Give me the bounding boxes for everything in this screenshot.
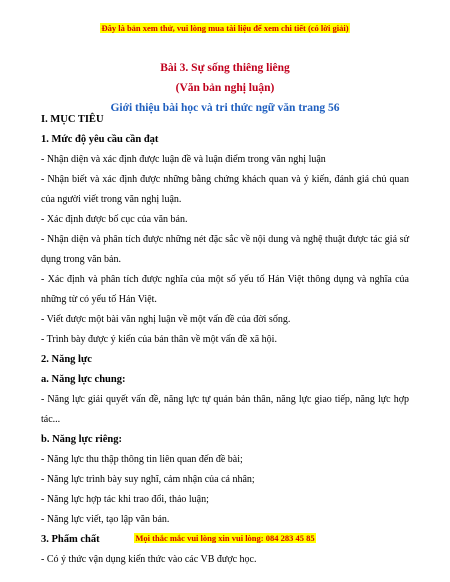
list-item: - Nhận biết và xác định được những bằng chứng khách quan và ý kiến, đánh giá chủ quan của người viết trong văn nghị luận. bbox=[41, 174, 409, 205]
contact-notice bbox=[0, 533, 450, 543]
title-block bbox=[0, 58, 450, 118]
list-item: - Nhận diện và phân tích được những nét đặc sắc về nội dung và nghệ thuật được tác giả sử dụng trong văn bản. bbox=[41, 234, 409, 265]
contact-notice-text: Mọi thắc mắc vui lòng xin vui lòng: 084 283 45 85 bbox=[135, 533, 315, 543]
genre-title: (Văn bản nghị luận) bbox=[175, 82, 275, 94]
list-item: - Năng lực viết, tạo lập văn bản. bbox=[41, 514, 170, 525]
subheading-general-competency: a. Năng lực chung: bbox=[41, 374, 126, 385]
preview-notice bbox=[0, 23, 450, 33]
document-body bbox=[41, 110, 409, 570]
subheading-qualities: 3. Phẩm chất bbox=[41, 534, 100, 545]
list-item: - Nhận diện và xác định được luận đề và luận điểm trong văn nghị luận bbox=[41, 154, 326, 165]
subheading-competency: 2. Năng lực bbox=[41, 354, 92, 365]
list-item: - Xác định và phân tích được nghĩa của một số yếu tố Hán Việt thông dụng và nghĩa của những từ có yếu tố Hán Việt. bbox=[41, 274, 409, 305]
subheading-specific-competency: b. Năng lực riêng: bbox=[41, 434, 122, 445]
list-item: - Xác định được bố cục của văn bản. bbox=[41, 214, 188, 225]
list-item: - Trình bày được ý kiến của bản thân về một vấn đề xã hội. bbox=[41, 334, 277, 345]
subtitle: Giới thiệu bài học và tri thức ngữ văn trang 56 bbox=[110, 102, 340, 114]
lesson-title: Bài 3. Sự sống thiêng liêng bbox=[160, 62, 290, 74]
list-item: - Năng lực hợp tác khi trao đổi, thảo luận; bbox=[41, 494, 209, 505]
list-item: - Năng lực giải quyết vấn đề, năng lực tự quản bản thân, năng lực giao tiếp, năng lực hợp tác... bbox=[41, 394, 409, 425]
section-heading-objectives: I. MỤC TIÊU bbox=[41, 114, 104, 125]
preview-notice-text: Đây là bản xem thử, vui lòng mua tài liệu để xem chi tiết (có lời giải) bbox=[101, 23, 349, 33]
subheading-requirements: 1. Mức độ yêu cầu cần đạt bbox=[41, 134, 159, 145]
list-item: - Có ý thức vận dụng kiến thức vào các VB được học. bbox=[41, 554, 257, 565]
list-item: - Năng lực trình bày suy nghĩ, cảm nhận của cá nhân; bbox=[41, 474, 255, 485]
list-item: - Viết được một bài văn nghị luận về một vấn đề của đời sống. bbox=[41, 314, 291, 325]
list-item: - Năng lực thu thập thông tin liên quan đến đề bài; bbox=[41, 454, 243, 465]
